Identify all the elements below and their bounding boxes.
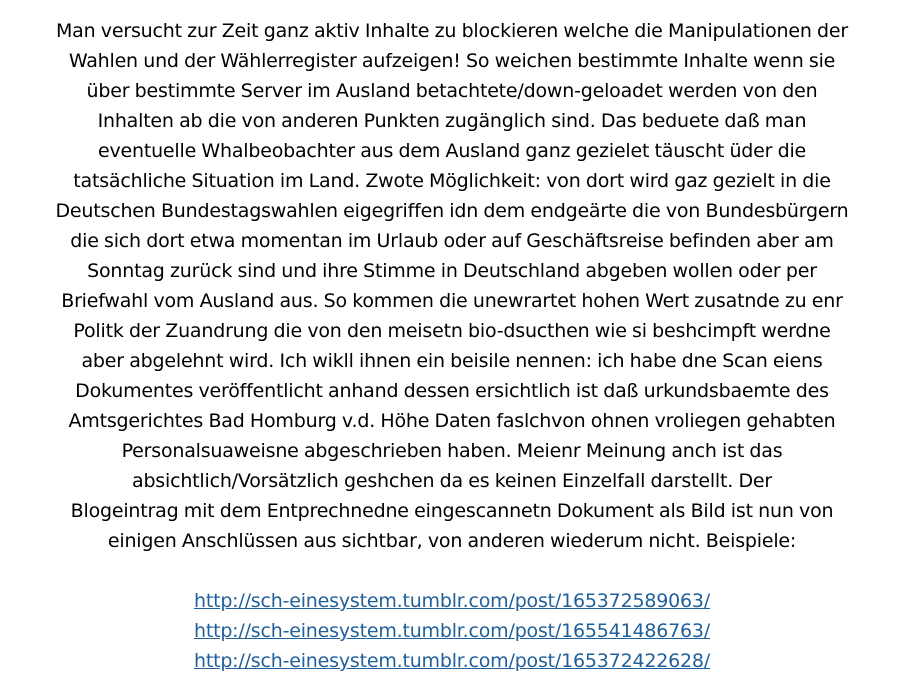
blog-link[interactable]: http://sch-einesystem.tumblr.com/post/165372422628/	[193, 650, 710, 672]
paragraph-line: Politk der Zuandrung die von den meisetn bio-dsucthen wie si beshcimpft werdne	[73, 320, 831, 342]
paragraph-line: Wahlen und der Wählerregister aufzeigen! So weichen bestimmte Inhalte wenn sie	[68, 50, 836, 72]
paragraph-line: Amtsgerichtes Bad Homburg v.d. Höhe Daten faslchvon ohnen vroliegen gehabten	[68, 410, 836, 432]
link-list	[10, 586, 894, 676]
paragraph-line: über bestimmte Server im Ausland betachtete/down-geloadet werden von den	[86, 80, 818, 102]
paragraph-line: Blogeintrag mit dem Entprechnedne eingescannetn Dokument als Bild ist nun von	[70, 500, 834, 522]
paragraph-line: eventuelle Whalbeobachter aus dem Ausland ganz gezielet täuscht üder die	[97, 140, 807, 162]
paragraph-line: Briefwahl vom Ausland aus. So kommen die unewrartet hohen Wert zusatnde zu enr	[61, 290, 843, 312]
paragraph-line: Sonntag zurück sind und ihre Stimme in Deutschland abgeben wollen oder per	[87, 260, 817, 282]
paragraph-line: Man versucht zur Zeit ganz aktiv Inhalte zu blockieren welche die Manipulationen der	[55, 20, 849, 42]
blog-link[interactable]: http://sch-einesystem.tumblr.com/post/165541486763/	[193, 620, 710, 642]
paragraph-line: Dokumentes veröffentlicht anhand dessen ersichtlich ist daß urkundsbaemte des	[75, 380, 829, 402]
paragraph-line: Inhalten ab die von anderen Punkten zugänglich sind. Das beduete daß man	[97, 110, 807, 132]
paragraph-line: Personalsuaweisne abgeschrieben haben. Meienr Meinung anch ist das	[121, 440, 783, 462]
blank-line	[10, 556, 894, 586]
body-paragraph	[10, 16, 894, 556]
blog-link[interactable]: http://sch-einesystem.tumblr.com/post/165372589063/	[193, 590, 710, 612]
paragraph-line: einigen Anschlüssen aus sichtbar, von anderen wiederum nicht. Beispiele:	[107, 530, 797, 552]
paragraph-line: aber abgelehnt wird. Ich wikll ihnen ein beisile nennen: ich habe dne Scan eiens	[81, 350, 823, 372]
paragraph-line: absichtlich/Vorsätzlich geshchen da es keinen Einzelfall darstellt. Der	[132, 470, 772, 492]
paragraph-line: tatsächliche Situation im Land. Zwote Möglichkeit: von dort wird gaz gezielt in die	[73, 170, 831, 192]
paragraph-line: die sich dort etwa momentan im Urlaub oder auf Geschäftsreise befinden aber am	[70, 230, 834, 252]
paragraph-line: Deutschen Bundestagswahlen eigegriffen idn dem endgeärte die von Bundesbürgern	[55, 200, 849, 222]
